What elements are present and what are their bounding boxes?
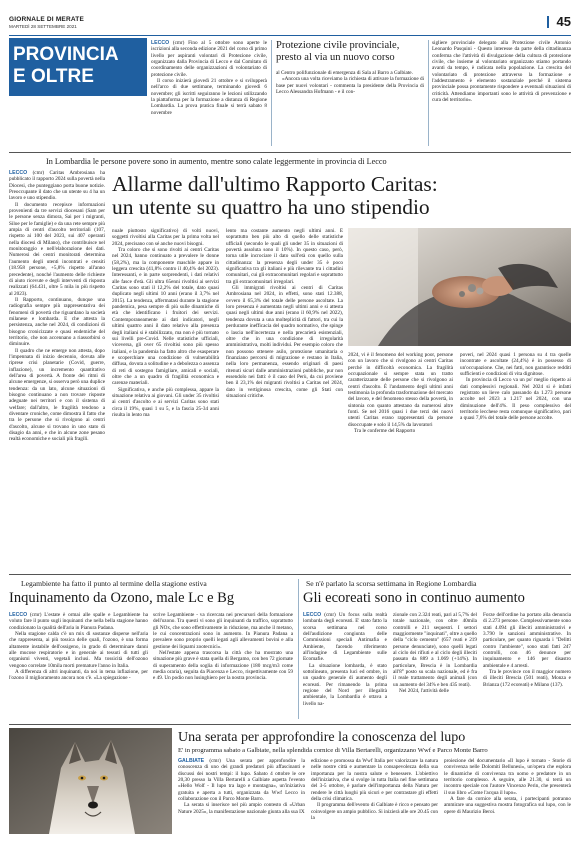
ozono-p5: Nell'estate appena trascorsa la città che ha mostrato una situazione più grave è stata quella di Bergamo, con ben 72 giornate di superamento della soglia di informazione (180 mcg/m3 come media oraria), seguita da Piacenza e Lecco, rispettivamente con 59 e 49. Un podio non lusinghiero per la nostra provincia. (153, 650, 293, 682)
masthead (9, 14, 571, 34)
caritas-col3-bottom (348, 352, 453, 568)
ecoreati-tag: LECCO (303, 612, 322, 618)
caritas-headline-line2: un utente su quattro ha uno stipendio (112, 195, 430, 219)
lupo-p6: A fare da cornice alla serata, i partecipanti potranno ammirare una suggestiva mostra fotografica sul lupo, con le opere di Maurizio Beroi. (444, 796, 571, 815)
column-rule (271, 40, 272, 146)
section-label (9, 38, 147, 96)
ozono-p4: scrive Legambiente - va ricercata nei precursori della formazione dell'ozono. Tra questi vi sono gli inquinanti da traffico, soprattutto gli NOx, che sono effettivamente in riduzione, ma anche il metano, le cui concentrazioni sono in aumento. In Pianura Padana a prevalere sono proprio quelli legati agli allevamenti bovini e alla gestione dei liquami zootecnici». (153, 612, 293, 650)
top-story-p2: Il corso inizierà giovedì 21 ottobre e si svilupperà nell'arco di due settimane, terminando giovedì 6 novembre; gli iscritti seguiranno le lezioni utilizzando la piattaforma per la formazione a distanza di Regione Lombardia. La prova pratica finale si terrà sabato 8 novembre (151, 78, 267, 116)
wolf-photo (9, 728, 172, 834)
top-story-p3: al Centro polifunzionale di emergenza di Sala al Barro a Galbiate. (276, 70, 413, 76)
caritas-col1 (9, 170, 105, 568)
ecoreati-headline: Gli ecoreati sono in continuo aumento (303, 590, 525, 606)
ecoreati-p5: Forze dell'ordine ha portato alla denuncia di 2.273 persone. Complessivamente sono stati 4.094 gli illeciti amministrativi e 3.790 le sanzioni amministrative. In particolare, per quanto riguarda i "Delitti contro l'ambiente", sono stati fatti 247 controlli, con 46 denunce per inquinamento e 146 per disastro ambientale e 4 arresti. (483, 612, 571, 669)
section-divider (9, 152, 571, 153)
section-divider (9, 724, 571, 725)
lupo-p4: Il programma dell'evento di Galbiate è ricco e pensato per coinvolgere un ampio pubblico. Si inizierà alle ore 20.45 con la (311, 802, 438, 822)
ecoreati-col1 (303, 612, 387, 718)
top-story-col3 (432, 40, 571, 103)
lupo-col1 (178, 758, 305, 836)
caritas-p7: Significativa, e anche più complessa, appare la situazione relativa ai giovani. Gli under 35 rivoltisi ai centri d'ascolto e ai servizi Caritas sono stati circa il 19%, quasi 1 su 5, e la fascia 25-34 anni risulta in lento ma (112, 386, 219, 418)
caritas-col3-top (226, 228, 343, 443)
caritas-photo (348, 228, 571, 346)
ozono-kicker: Legambiente ha fatto il punto al termine della stagione estiva (21, 579, 207, 588)
wolf-photo-illustration (9, 728, 172, 834)
lupo-col2 (311, 758, 438, 836)
ecoreati-col3 (483, 612, 571, 718)
lupo-p1: (cmr) Una serata per approfondire la conoscenza di uno dei grandi predatori più affascinanti e discussi dei nostri tempi: il lupo. Sabato 4 ottobre le ore 20,30 presso la Villa Bertarelli a Galbiate aspetta l'evento «Hello Wolf - Il lupo tra lago e montagna», un'iniziativa gratuita e aperta a tutti, organizzata da Wwf Lecco in collaborazione con il Parco Monte Barro. (178, 758, 305, 803)
ecoreati-col2 (393, 612, 477, 718)
section-divider (9, 574, 571, 575)
ozono-p2: Nella stagione calda c'è un mix di sostanze disperse nell'aria che rappresenta, ai più tossica delle quali, l'ozono, è una forma altamente instabile dell'ossigeno, in grado di determinare danni alle mucose respiratorie e in generale ai tessuti di tutti gli organismi viventi, vegetali inclusi. Ma tossicità dell'ozono vengono correlate 10mila morti premature l'anno in Italia. (9, 631, 148, 669)
caritas-p10: 2024, vi è il fenomeno del working poor, persone con un lavoro che si rivolgono ai centri Caritas perché in difficoltà economica. La fragilità occupazionale si sempre stata un tratto caratterizzante delle persone che si rivolgono ai centri d'ascolto. È l'andamento degli ultimi anni testimonia la profonda trasformazione del mercato del lavoro, e del fenomeno stesso della povertà, in sintonia con quanto attestano da numerosi altre fonti. Se nel 2016 quasi i due terzi dei nuovi utenti Caritas erano rappresentati da persone disoccupate e solo il 14,5% da lavoratori (348, 352, 453, 428)
caritas-headline-line1: Allarme dall'ultimo Rapporto Caritas: (112, 172, 438, 196)
ozono-p1: (cmr) L'estate è ormai alle spalle e Legambiente ha voluto fare il punto sugli inquinanti che nella bella stagione hanno condizionato la qualità dell'aria in Pianura Padana. (9, 612, 148, 631)
column-rule (298, 579, 299, 719)
caritas-p3: Il Rapporto, continuano, dunque una radiografia sempre più rappresentativa dei fenomeni di povertà che riguardano la società milanese e lombarda. E che attesta la persistenza, anche nel 2024, di condizioni di bisogno cronicizzate e quasi endemiche del territorio, che non accennano a riassorbirsi o diminuire. (9, 296, 105, 348)
ozono-headline: Inquinamento da Ozono, male Lc e Bg (9, 590, 235, 606)
ozono-p3: A differenza di altri inquinanti, da noi in tema inflazione, per l'ozono il miglioramento ancora non c'è. «La spiegazione - (9, 669, 148, 682)
lupo-col3 (444, 758, 571, 836)
caritas-p12: poveri, nel 2024 quasi 1 persona su 4 tra quelle incontrate e ascoltate (24,4%) è in possesso di un'occupazione. Che, nei fatti, non garantisce redditi sufficienti e condizioni di vita dignitose. (460, 352, 571, 378)
issue-date: MARTEDÌ 28 SETTEMBRE 2021 (9, 24, 77, 29)
masthead-rule (9, 35, 571, 36)
ecoreati-p6: Tra le province con il maggior numero di illeciti Brescia (501 reati), Monza e Brianza (172 ecoreati) e Milano (137). (483, 669, 571, 688)
caritas-tag: LECCO (9, 170, 28, 176)
ecoreati-p4: Nel 2024, l'attività delle (399, 688, 449, 695)
lupo-subhead: E' in programma sabato a Galbiate, nella splendida cornice di Villa Bertarelli, organizzano Wwf e Parco Monte Barro (178, 747, 488, 754)
top-story-p5: sigliere provinciale delegato alla Protezione civile Antonio Leonardo Pasquini - Questo interesse da parte della cittadinanza conferma che l'attività di divulgazione della cultura di protezione civile, che insieme al volontariato organizzato stiamo portando avanti da tempo, è radicata nella popolazione. La crescita del volontariato di protezione attraverso la formazione e l'addestramento è elemento sostanziale perché il sistema provinciale possa prontamente rispondere a eventuali situazioni di criticità. Attendiamo importanti sono le attività di prevenzione e cura del territorio». (432, 40, 571, 104)
page-number-bar (547, 16, 549, 28)
paper-name: GIORNALE DI MERATE (9, 16, 84, 23)
caritas-kicker: In Lombardia le persone povere sono in aumento, mentre sono calate leggermente in provincia di Lecco (46, 157, 387, 166)
caritas-col2 (112, 228, 219, 568)
page-number: 45 (556, 14, 571, 29)
caritas-p9: Gli immigrati rivoltisi ai centri di Caritas Ambrosiana nel 2024, in effetti, sono stati 12.388, ovvero il 65,3% del totale delle persone ascoltate. La loro presenza è aumentata negli ultimi anni e si attesta quasi negli ultimi due anni (erano il 60,9% nel 2022), tendenza dovuta a una molteplicità di fattori, tra cui la perdurante inefficacia del quadro normativo, che spinge o lascia nell'incertezza e nella precarietà esistenziali, oltre che in una condizione di irregolarità amministrativa, molti individui. Per esempio coloro che non possono ottenere asilo, protezione umanitaria o finanziano percorsi di migrazione e restano in Italia, nella loro permanenza, essendo originari di paesi ritenuti sicuri dalle amministrazioni pubbliche, pur non essendolo nei fatti: è il caso del Perù, da cui proviene ben il 23,1% dei migranti rivoltisi a Caritas nel 2024, dato in vertiginosa crescita, come gli Stati con situazioni critiche. (226, 285, 343, 399)
caritas-p1: (cmr) Caritas Ambrosiana ha pubblicato il rapporto 2024 sulla povertà nella Diocesi, che punteggiano porta buone notizie. Preoccupante il dato che un utente su 4 ha un lavoro e uno stipendio. (9, 170, 105, 202)
top-story-tag: LECCO (151, 40, 170, 46)
lupo-headline: Una serata per approfondire la conoscenza del lupo (178, 730, 466, 745)
caritas-headline (112, 173, 572, 219)
ozono-col2 (153, 612, 293, 718)
caritas-p5: nuale piuttosto significativo) di volti nuovi, soggetti rivoltisi alla Caritas per la prima volta nel 2024, precisano con sé anche nuovi bisogni. (112, 228, 219, 247)
top-story-col1 (151, 40, 267, 116)
caritas-p13: In provincia di Lecco va un po' meglio rispetto ai dati complessivi regionali. Nel 2024 si è infatti registrato un lieve calo passando da 1.273 persone accolte nel 2023 a 1.217 nel 2024, con una diminuzione dell'4%. Il peso complessivo del territorio lecchese resta comunque significativo, pari a quasi 7,6% del totale delle persone accolte. (460, 377, 571, 422)
ecoreati-p3: zionale con 2.324 reati, pari al 5,7% del totale nazionale, con oltre 40mila controlli e 211 sequestri. I settori maggiormente "inquinati", oltre a quello della "ciclo cemento" (657 reati e 219 persone denunciate), sono quelli legati al ciclo dei rifiuti e al ciclo degli illeciti passato da 889 a 1.069 (+14%). In particolare, Brescia è in Lombardia all'8° posto su scala nazionale, ed è fra il reale trattamento degli animali (con un aumento del 34% e ben 435 reati). (393, 612, 477, 688)
ecoreati-p1: (cmr) Un focus sulla realtà lombarda degli ecoreati. E' stato fatto la scorsa settimana nel corso dell'audizione congiunta delle Commissioni speciali Antimafia e Ambiente, facendo riferimento all'indagine di Legambiente sulle Ecomafie. (303, 612, 387, 663)
ozono-col1 (9, 612, 148, 718)
caritas-p11: Tra le conferme del Rapporto (354, 428, 416, 435)
lupo-p3: edizione e promossa da Wwf Italia per valorizzare la natura nelle nostre città e aumentare la consapevolezza della sua importanza per la nostra salute e benessere. L'obiettivo dell'iniziativa, che si svolge in tutta Italia nel fine settimana del 3-5 ottobre, è parlare dell'importanza della Natura per rendere le città luoghi più sicuri e per contrastare gli effetti della crisi climatica. (311, 758, 438, 803)
lupo-p2: La serata si inserisce nel più ampio contesto di «Urban Nature 2025», la manifestazione nazionale giunta alla sua IX (178, 802, 305, 815)
caritas-p8: lento ma costante aumento negli ultimi anni. È soprattutto ben più alto di quello delle statistiche ufficiali (secondo le quali gli under 35 in situazioni di povertà assoluta sono il 10%). In questo caso, però, torna utile incrociare il dato sull'età con quello sulla cittadinanza: la presenza degli under 35 è poco significativa tra gli italiani e più rilevante tra i cittadini comunitari, cui gli extracomunitari regolari e soprattutto tra gli extracomunitari irregolari. (226, 228, 343, 285)
ecoreati-kicker: Se n'è parlato la scorsa settimana in Regione Lombardia (306, 579, 477, 588)
top-story-col2 (276, 70, 424, 95)
lupo-p5: proiezione del documentario «Il lupo è tornato - Storie di convivenza nelle Dolomiti Bellunesi», un'opera che esplora le dinamiche di convivenza tra uomo e predatore in un territorio complesso. A seguire, alle 21.30, si terrà un incontro speciale con l'autore Vincenzo Perin, che presenterà il suo libro «Come l'acqua il lupo». (444, 758, 571, 796)
ozono-tag: LECCO (9, 612, 28, 618)
hands-photo-illustration (348, 228, 571, 346)
caritas-p6: Tra coloro che si sono rivolti ai centri Caritas nel 2024, hanno continuato a prevalere le donne (58,2%), ma la componente maschile appare in leggera crescita (41,8% contro il 40,4% del 2023). Interessanti, e in parte sorprendenti, i dati relativi alle fasce d'età. Gli ultra 65enni rivoltisi ai servizi Caritas sono stati il 12,2% del totale, dato quasi duplicato negli ultimi 10 anni (erano il 3,7% nel 2015). La tendenza, affermatasi durante la stagione pandemica, pesa sempre di più sulle dinamiche di età che identificano i fruitori dei servizi. Contemporaneamente ai dati indicatori, negli ultimi quattro anni il dato relativo alla presenza degli italiani si è stabilizzato, ma non è più tornato sui livelli pre-Covid. Nelle statistiche ufficiali, viceversa, gli over 65 rivoltisi sono più spesso italiani, e la pandemia ha fatto altro che esasperare e scoperchiare una condizione di vulnerabilità diffusa, dovuta a solitudine e a debolezza o assenza di reti di sostegno famigliare, amicali e sociali, oltre che a un quadro di fragilità economica e carenze materiali. (112, 247, 219, 387)
lupo-tag: GALBIATE (178, 758, 205, 764)
top-story-p1: (cmr) Fino al 5 ottobre sono aperte le iscrizioni alla seconda edizione 2021 del corso di primo livello per aspiranti volontari di Protezione civile, organizzato dalla Provincia di Lecco e dal Comitato di coordinamento delle organizzazioni di volontariato di protezione civile. (151, 40, 268, 78)
ecoreati-p2: La situazione lombarda, è stato sottolineato, presenta luci ed ombre, in un quadro generale di aumento degli ecoreati. Per rimanendo la prima regione del Nord per illegalità ambientale, la Lombardia è ottava a livello na- (303, 662, 387, 707)
column-rule (428, 40, 429, 146)
section-label-line2: E OLTRE (13, 66, 94, 87)
caritas-col4 (460, 352, 571, 568)
section-label-line1: PROVINCIA (13, 44, 119, 65)
caritas-p4: Il quadro che ne emerge non attesta, dopo l'impennata di inizio decennio, dovuta alle riprese crisi planetarie (Covid, guerre, inflazione), un incremento quantitativo dell'area di povertà. A fronte dei ritmi di alcune emergenze, si osserva però una duplice tendenza: da un lato, alcune situazioni di bisogno continuano a non trovare risposte adeguate nei territori e con il sistema di welfare; dall'altro, le fragilità tendono a diventare croniche, come dimostra il fatto che tra le persone che si rivolgono ai centri d'ascolto, alcune si trovano in uno stato di disagio da anni, e che in alcune zone pesano realtà economiche e sociali più fragili. (9, 347, 105, 443)
top-story-title: Protezione civile provinciale, presto al via un nuovo corso (276, 40, 400, 63)
caritas-p2: Il documento recepisce informazioni provenienti da tre servizi diocesani (Sam per le persone senza dimora, Sai per i migranti, Siloe per le famiglie) e da una rete sempre più ampia di centri d'ascolto territoriali (107, rispetto ai 100 del 2023, sui 407 operanti nella diocesi di Milano), che contribuisce nel monitoraggio e nell'elaborazione dei dati. Numerosi dei centri monitorati determina l'aumento degli utenti incontrati e censiti (18.958 persone, +5,8% rispetto all'anno precedente), nonché l'aumento delle richieste di aiuto ricevute e degli interventi di risposta realizzati (64.431, oltre 5 mila in più rispetto al 2023). (9, 201, 105, 297)
top-story-p4: «Ancora una volta riceviamo la richiesta di attivare la formazione di base per nuovi volontari - commenta la presidente della Provincia di Lecco Alessandra Hofmann - e il con- (276, 76, 424, 96)
